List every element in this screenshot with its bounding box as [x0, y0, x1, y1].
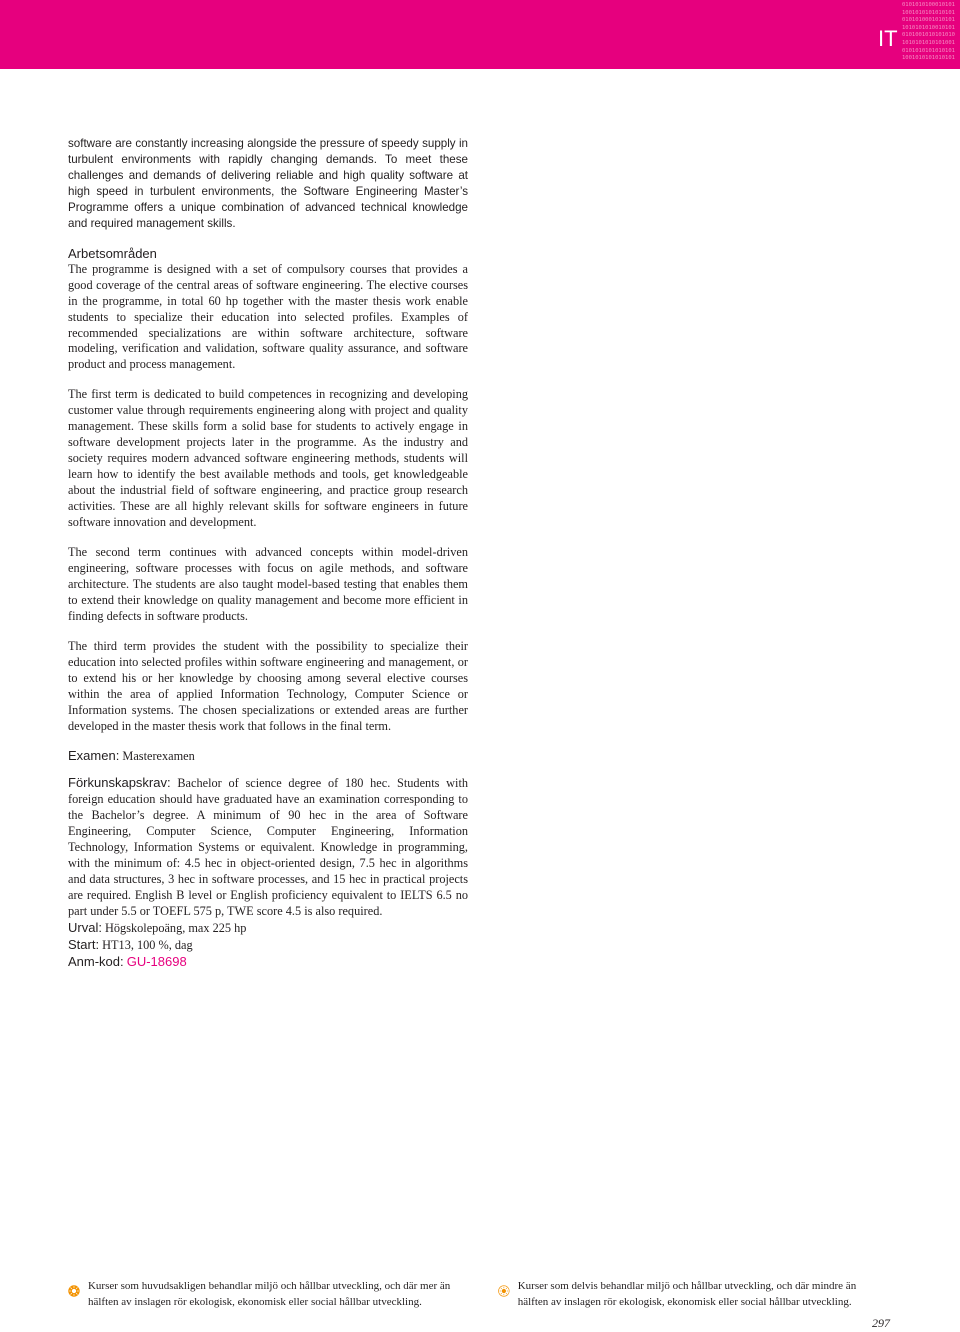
second-term-paragraph: The second term continues with advanced concepts within model-driven engineering, software processes with focus on agile methods, and software architecture. The students are also taught model-based testing that enables them to extend their knowledge on quality management and become more efficient in finding defects in software products. [68, 544, 468, 623]
page-number: 297 [872, 1316, 890, 1330]
legend-partial-sustainability [498, 1278, 878, 1310]
intro-paragraph: software are constantly increasing alongside the pressure of speedy supply in turbulent environments with rapidly changing demands. To meet these challenges and demands of delivering reliable and high quality software at high speed in turbulent environments, the Software Engineering Master’s Programme offers a unique combination of advanced technical knowledge and required management skills. [68, 137, 468, 230]
anmkod-row [68, 954, 468, 971]
forkunskap-row [68, 775, 468, 920]
binary-pattern: 0101010100010101 1001010101010101 0101010001010101 1010101010010101 0101001010101010 1010101010101001 0101010101010101 1001010101010101 [902, 2, 955, 62]
examen-value: Masterexamen [122, 749, 195, 764]
urval-row [68, 920, 468, 937]
sustainability-full-icon [68, 1280, 80, 1302]
urval-label: Urval: [68, 919, 102, 935]
legend-full-sustainability [68, 1278, 468, 1310]
sustainability-partial-icon [498, 1280, 510, 1302]
forkunskap-label: Förkunskapskrav: [68, 775, 171, 791]
start-label: Start: [68, 936, 100, 952]
header-band [0, 0, 960, 69]
examen-label: Examen: [68, 748, 120, 764]
anmkod-value: GU-18698 [126, 953, 187, 969]
legend-partial-text: Kurser som delvis behandlar miljö och hållbar utveckling, och där mindre än hälften av inslagen rör ekologisk, ekonomisk eller social hållbar utveckling. [517, 1280, 857, 1308]
anmkod-label: Anm-kod: [68, 953, 124, 969]
main-content [68, 136, 468, 971]
section-label: IT [878, 26, 898, 51]
arbetsomraden-heading: Arbetsområden [68, 245, 157, 261]
third-term-paragraph: The third term provides the student with the possibility to specialize their education into selected profiles within software engineering and management, or to extend his or her knowledge by choosing among several elective courses within the area of applied Information Technology, Computer Science or Information systems. The chosen specializations or extended areas are further developed in the master thesis work that follows in the final term. [68, 638, 468, 733]
legend-full-text: Kurser som huvudsakligen behandlar miljö och hållbar utveckling, och där mer än hälften av inslagen rör ekologisk, ekonomisk eller social hållbar utveckling. [87, 1280, 451, 1308]
first-term-paragraph: The first term is dedicated to build competences in recognizing and developing customer value through requirements engineering along with project and quality management. These skills form a solid base for students to actively engage in software development projects later in the programme. As the industry and society requires modern advanced software engineering methods, students will learn how to identify the best available methods and tools, get knowledgeable about the industrial field of software engineering, and practice group research activities. These are all highly relevant skills for software engineers in future software innovation and development. [68, 387, 468, 530]
start-row [68, 937, 468, 954]
examen-row [68, 748, 468, 765]
forkunskap-value: Bachelor of science degree of 180 hec. Students with foreign education should have graduated have an examination corresponding to the Bachelor’s degree. A minimum of 90 hec in the area of Software Engineering, Computer Science, Computer Engineering, Information Technology, Information Systems or equivalent. Knowledge in programming, with the minimum of: 4.5 hec in object-oriented design, 7.5 hec in algorithms and data structures, 3 hec in software processes, and 15 hec in practical projects are required. English B level or English proficiency equivalent to IELTS 6.5 no part under 5.5 or TOEFL 575 p, TWE score 4.5 is also required. [68, 776, 469, 919]
start-value: HT13, 100 %, dag [102, 937, 193, 952]
arbetsomraden-paragraph: The programme is designed with a set of compulsory courses that provides a good coverage of the central areas of software engineering. The elective courses in the programme, in total 60 hp together with the master thesis work enable students to specialize their education into selected profiles. Examples of recommended specializations are within software architecture, software modeling, verification and validation, software quality assurance, and software product and process management. [68, 261, 468, 372]
urval-value: Högskolepoäng, max 225 hp [105, 920, 247, 935]
